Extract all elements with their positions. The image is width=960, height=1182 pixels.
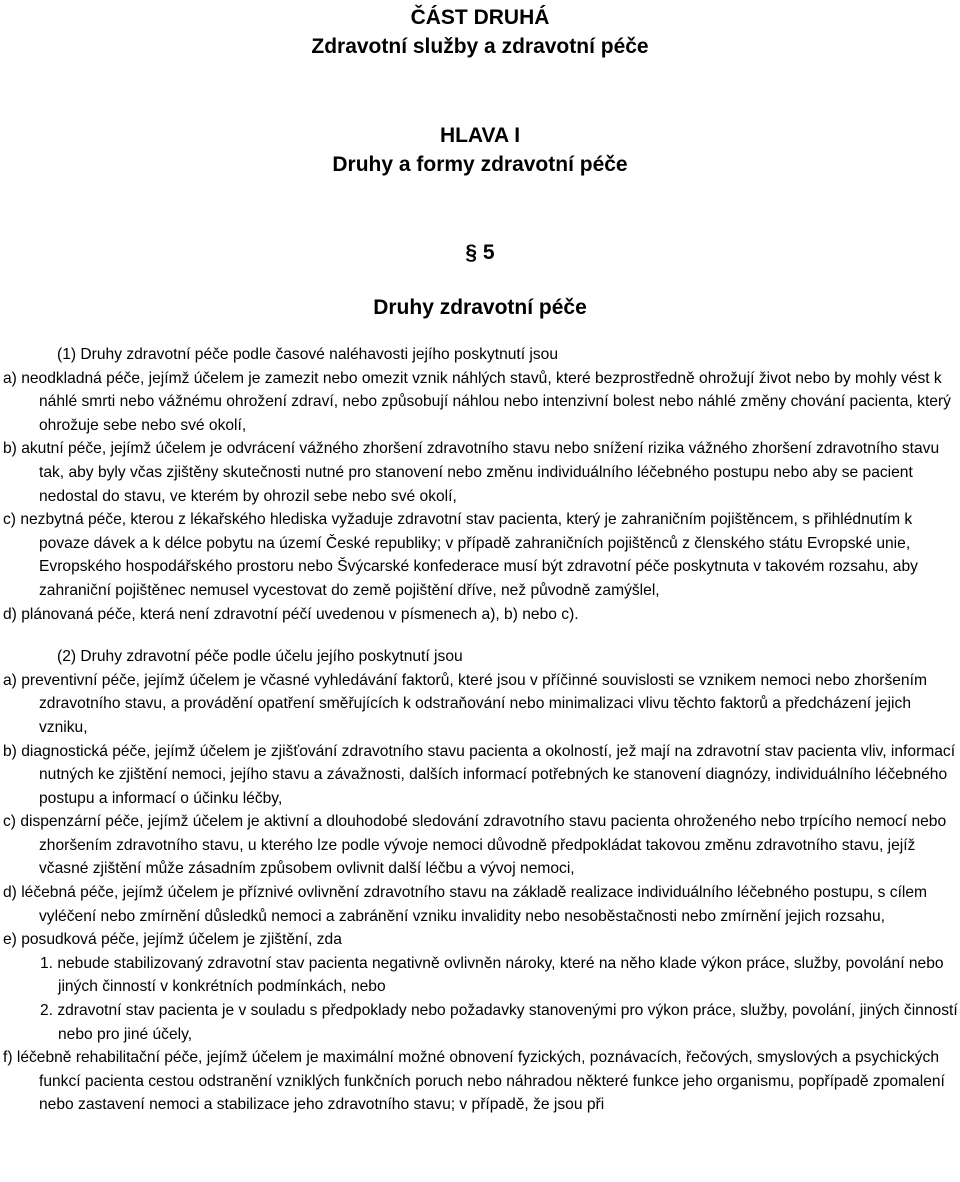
paragraph-2-intro: (2) Druhy zdravotní péče podle účelu jejího poskytnutí jsou (57, 648, 463, 666)
list-item: a) neodkladná péče, jejímž účelem je zamezit nebo omezit vznik náhlých stavů, které bezprostředně ohrožují život nebo by mohly vést k náhlé smrti nebo vážnému ohrožení zdraví, nebo způsobují náhlou nebo intenzivní bolest nebo náhlé změny chování pacienta, který ohrožuje sebe nebo své okolí, (3, 369, 951, 434)
list-item: b) diagnostická péče, jejímž účelem je zjišťování zdravotního stavu pacienta a okolností, jež mají na zdravotní stav pacienta vliv, informací nutných ke zjištění nemoci, jejího stavu a závažnosti, dalších informací potřebných ke stanovení diagnózy, individuálního léčebného postupu a informací o účinku léčby, (3, 742, 956, 807)
list-item: c) nezbytná péče, kterou z lékařského hlediska vyžaduje zdravotní stav pacienta, který je zahraničním pojištěncem, s přihlédnutím k povaze dávek a k délce pobytu na území České republiky; v případě zahraničních pojištěnců z členského státu Evropské unie, Evropského hospodářského prostoru nebo Švýcarské konfederace musí být zdravotní péče poskytnuta v takovém rozsahu, aby zahraniční pojištěnec nemusel vycestovat do země pojištění dříve, než původně zamýšlel, (3, 511, 918, 599)
list-item: f) léčebně rehabilitační péče, jejímž účelem je maximální možné obnovení fyzických, poznávacích, řečových, smyslových a psychických funkcí pacienta cestou odstranění vzniklých funkčních poruch nebo náhradou některé funkce jeho organismu, popřípadě zpomalení nebo zastavení nemoci a stabilizace jeho zdravotního stavu; v případě, že jsou při (3, 1049, 945, 1114)
chapter-subtitle: Druhy a formy zdravotní péče (332, 153, 628, 176)
sub-list-item: 1. nebude stabilizovaný zdravotní stav pacienta negativně ovlivněn nároky, které na něho klade výkon práce, služby, povolání nebo jiných činností v konkrétních podmínkách, nebo (40, 954, 944, 996)
list-item: a) preventivní péče, jejímž účelem je včasné vyhledávání faktorů, které jsou v příčinné souvislosti se vznikem nemoci nebo zhoršením zdravotního stavu, a provádění opatření směřujících k odstraňování nebo minimalizaci vlivu těchto faktorů a předcházení jejich vzniku, (3, 671, 927, 736)
chapter-heading: HLAVA I (439, 124, 521, 147)
paragraph-1-intro: (1) Druhy zdravotní péče podle časové naléhavosti jejího poskytnutí jsou (57, 346, 559, 363)
section-body (0, 343, 960, 1117)
list-item: d) plánovaná péče, která není zdravotní péčí uvedenou v písmenech a), b) nebo c). (3, 605, 579, 623)
list-item: c) dispenzární péče, jejímž účelem je aktivní a dlouhodobé sledování zdravotního stavu pacienta ohroženého nebo trpícího nemocí nebo zhoršením zdravotního stavu, u kterého lze podle vývoje nemoci důvodně předpokládat takovou změnu zdravotního stavu, jejíž včasné zjištění může zásadním způsobem ovlivnit další léčbu a vývoj nemoci, (3, 813, 947, 878)
part-heading: ČÁST DRUHÁ (410, 6, 550, 29)
sub-list-item: 2. zdravotní stav pacienta je v souladu s předpoklady nebo požadavky stanovenými pro výkon práce, služby, povolání, jiných činností nebo pro jiné účely, (40, 1002, 958, 1043)
section-title: Druhy zdravotní péče (373, 296, 587, 319)
list-item: d) léčebná péče, jejímž účelem je příznivé ovlivnění zdravotního stavu na základě realizace individuálního léčebného postupu, s cílem vyléčení nebo zmírnění důsledků nemoci a zabránění vzniku invalidity nebo nesoběstačnosti nebo zmírnění jejich rozsahu, (3, 884, 928, 925)
section-number: § 5 (465, 241, 495, 264)
part-subtitle: Zdravotní služby a zdravotní péče (311, 35, 649, 58)
list-item: e) posudková péče, jejímž účelem je zjištění, zda (3, 931, 342, 949)
paragraph-gap (0, 626, 960, 645)
list-item: b) akutní péče, jejímž účelem je odvrácení vážného zhoršení zdravotního stavu nebo snížení rizika vážného zhoršení zdravotního stavu tak, aby byly včas zjištěny skutečnosti nutné pro stanovení nebo změnu individuálního léčebného postupu nebo aby se pacient nedostal do stavu, ve kterém by ohrozil sebe nebo své okolí, (3, 440, 940, 505)
